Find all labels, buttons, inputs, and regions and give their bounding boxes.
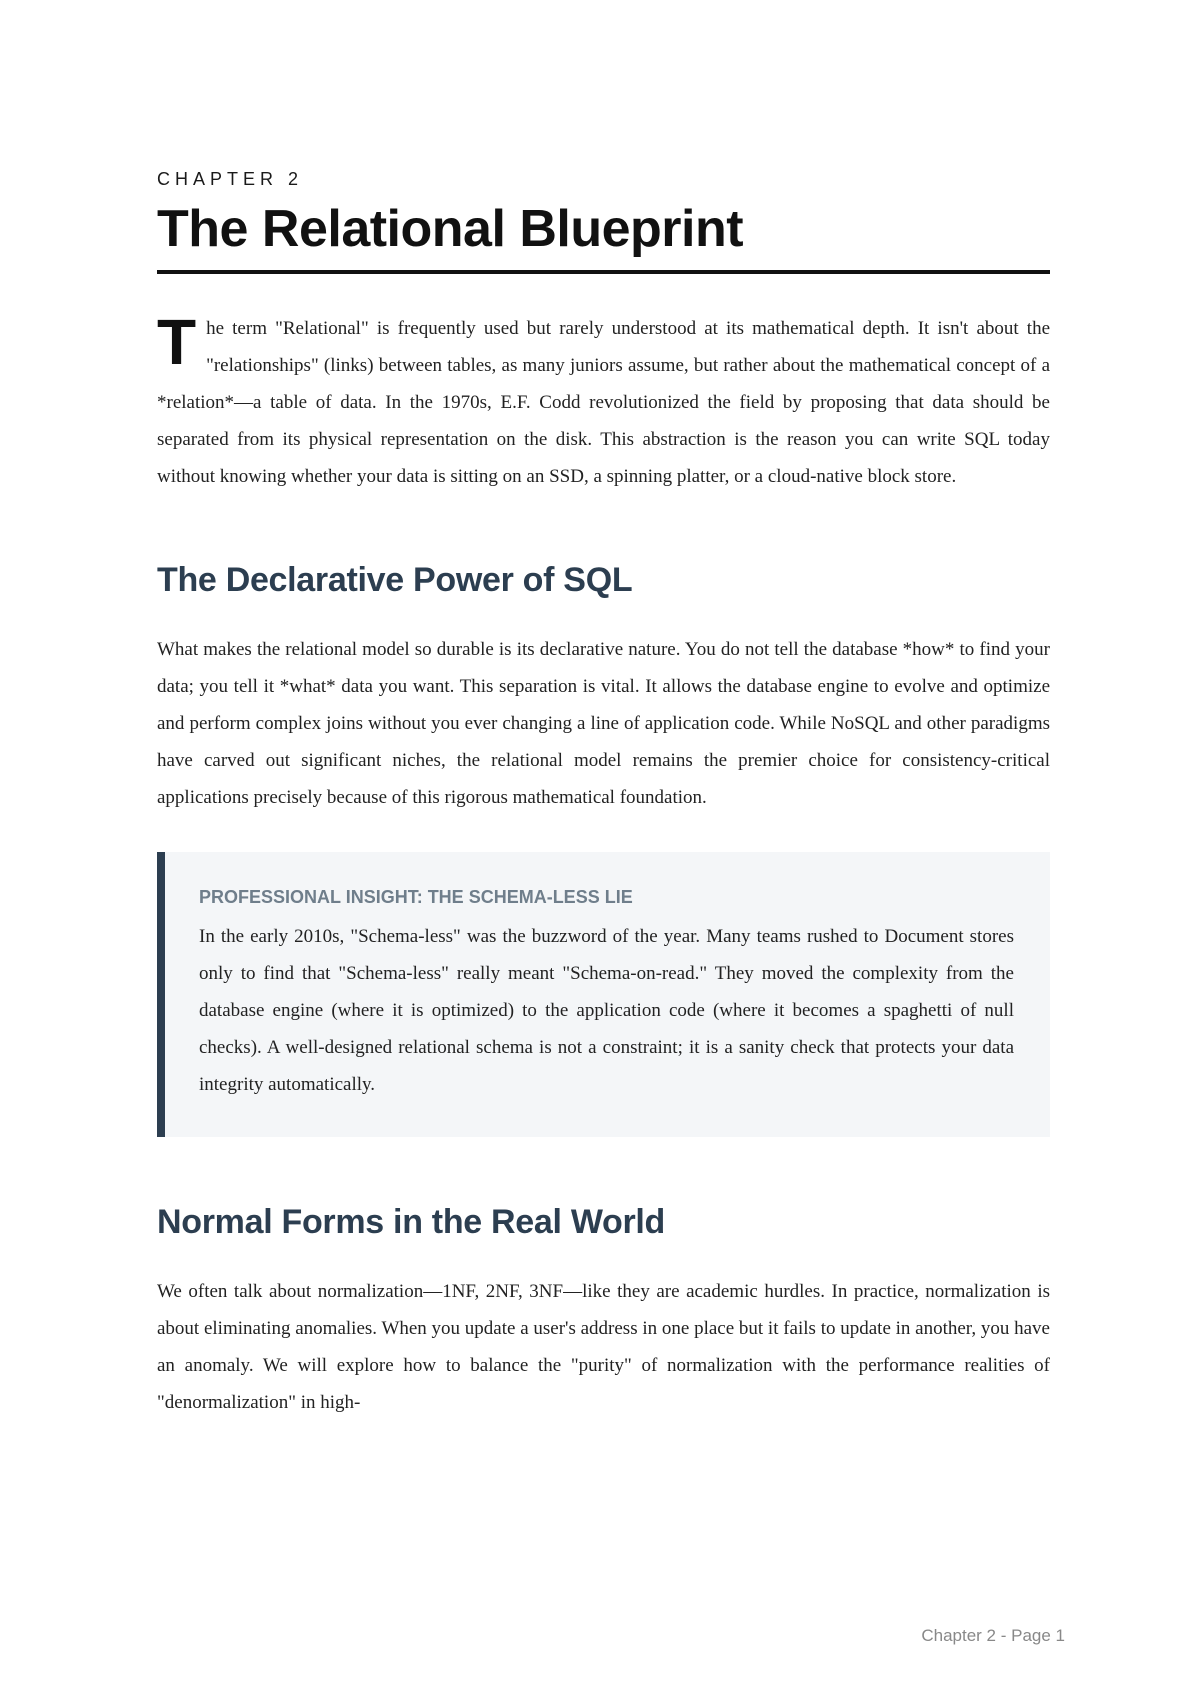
callout-text: In the early 2010s, "Schema-less" was the buzzword of the year. Many teams rushed to Document stores only to find that "Schema-less" really meant "Schema-on-read." They moved the complexity from the database engine (where it is optimized) to the application code (where it becomes a spaghetti of null checks). A well-designed relational schema is not a constraint; it is a sanity check that protects your data integrity automatically. [199, 926, 1014, 1095]
title-divider [157, 270, 1050, 274]
intro-text: he term "Relational" is frequently used but rarely understood at its mathematical depth. It isn't about the "relationships" (links) between tables, as many juniors assume, but rather about the mathematical concept of a *relation*—a table of data. In the 1970s, E.F. Codd revolutionized the field by proposing that data should be separated from its physical representation on the disk. This abstraction is the reason you can write SQL today without knowing whether your data is sitting on an SSD, a spinning platter, or a cloud-native block store. [157, 318, 1050, 487]
section-paragraph-declarative: What makes the relational model so durable is its declarative nature. You do not tell the database *how* to find your data; you tell it *what* data you want. This separation is vital. It allows the database engine to evolve and optimize and perform complex joins without you ever changing a line of application code. While NoSQL and other paradigms have carved out significant niches, the relational model remains the premier choice for consistency-critical applications precisely because of this rigorous mathematical foundation. [157, 639, 1050, 808]
professional-insight-callout [157, 852, 1050, 1137]
page-content [157, 168, 1050, 1421]
section-heading-normal-forms: Normal Forms in the Real World [157, 1203, 666, 1241]
drop-cap: T [157, 306, 197, 378]
intro-paragraph [157, 306, 1050, 495]
callout-title: PROFESSIONAL INSIGHT: THE SCHEMA-LESS LIE [199, 887, 633, 907]
chapter-title: The Relational Blueprint [157, 200, 744, 258]
section-paragraph-normal-forms: We often talk about normalization—1NF, 2NF, 3NF—like they are academic hurdles. In practice, normalization is about eliminating anomalies. When you update a user's address in one place but it fails to update in another, you have an anomaly. We will explore how to balance the "purity" of normalization with the performance realities of "denormalization" in high- [157, 1281, 1050, 1413]
chapter-label: CHAPTER 2 [157, 169, 304, 189]
page-footer: Chapter 2 - Page 1 [921, 1626, 1065, 1645]
section-heading-declarative: The Declarative Power of SQL [157, 561, 633, 599]
